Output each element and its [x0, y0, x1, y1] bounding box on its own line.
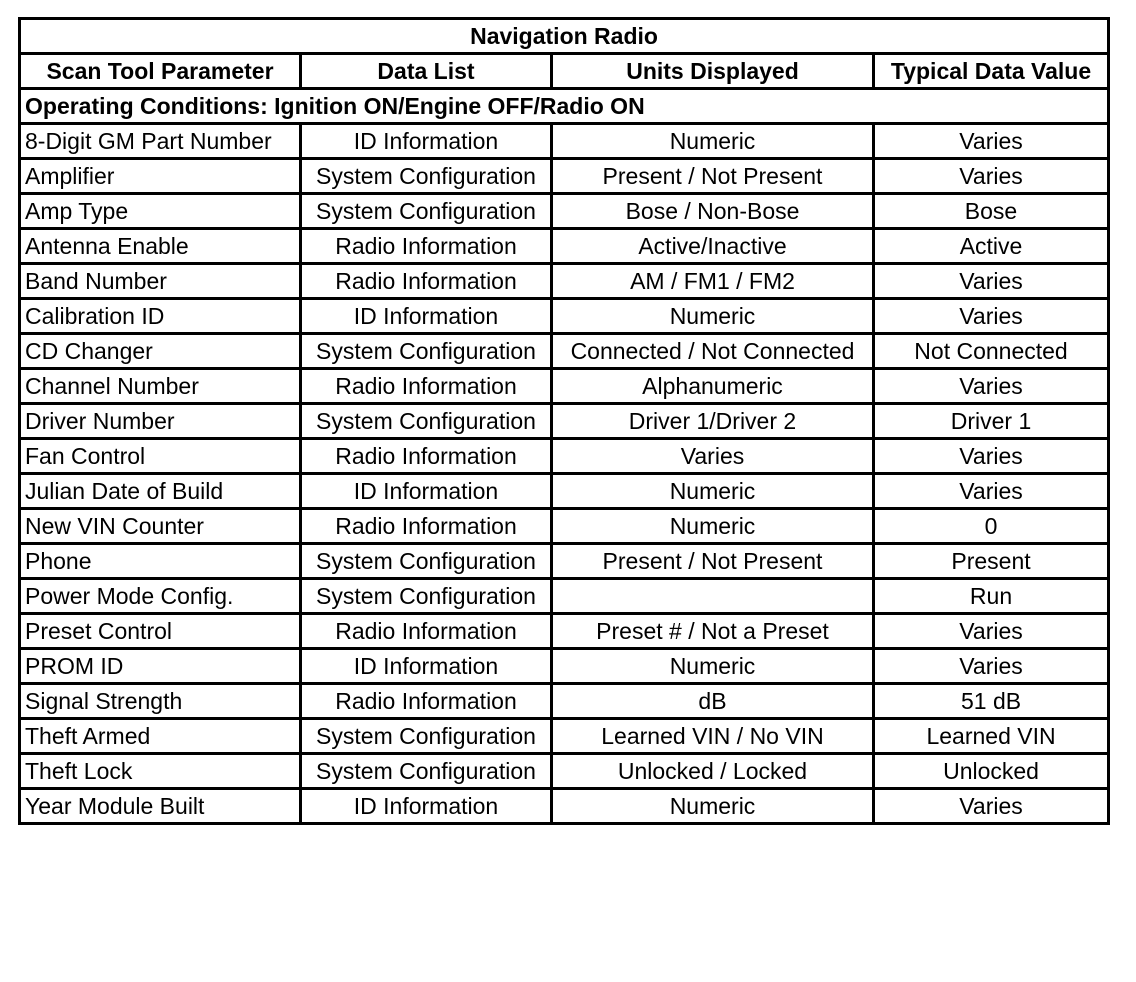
cell-typical-value: Varies — [874, 159, 1109, 194]
cell-typical-value: Varies — [874, 649, 1109, 684]
cell-typical-value: 51 dB — [874, 684, 1109, 719]
cell-units: Active/Inactive — [552, 229, 874, 264]
table-row — [20, 194, 1109, 229]
table-row — [20, 299, 1109, 334]
cell-typical-value: Bose — [874, 194, 1109, 229]
cell-data-list: System Configuration — [301, 159, 552, 194]
cell-units: Numeric — [552, 789, 874, 824]
cell-data-list: Radio Information — [301, 439, 552, 474]
cell-typical-value: Unlocked — [874, 754, 1109, 789]
cell-parameter: Theft Armed — [20, 719, 301, 754]
cell-data-list: Radio Information — [301, 509, 552, 544]
cell-units: Bose / Non-Bose — [552, 194, 874, 229]
cell-typical-value: Learned VIN — [874, 719, 1109, 754]
title-row — [20, 19, 1109, 54]
cell-parameter: CD Changer — [20, 334, 301, 369]
cell-typical-value: Varies — [874, 369, 1109, 404]
cell-typical-value: Present — [874, 544, 1109, 579]
table-row — [20, 334, 1109, 369]
cell-units: Numeric — [552, 649, 874, 684]
table-row — [20, 614, 1109, 649]
cell-parameter: Amp Type — [20, 194, 301, 229]
cell-data-list: ID Information — [301, 474, 552, 509]
cell-data-list: ID Information — [301, 789, 552, 824]
table-row — [20, 229, 1109, 264]
cell-parameter: Phone — [20, 544, 301, 579]
table-row — [20, 544, 1109, 579]
table-row — [20, 719, 1109, 754]
cell-units: Numeric — [552, 474, 874, 509]
cell-data-list: ID Information — [301, 299, 552, 334]
table-row — [20, 404, 1109, 439]
cell-parameter: PROM ID — [20, 649, 301, 684]
cell-parameter: Signal Strength — [20, 684, 301, 719]
cell-parameter: Power Mode Config. — [20, 579, 301, 614]
cell-typical-value: Not Connected — [874, 334, 1109, 369]
cell-typical-value: Varies — [874, 439, 1109, 474]
cell-typical-value: Varies — [874, 124, 1109, 159]
table-row — [20, 684, 1109, 719]
cell-units: Present / Not Present — [552, 159, 874, 194]
cell-units: Connected / Not Connected — [552, 334, 874, 369]
cell-parameter: Fan Control — [20, 439, 301, 474]
cell-typical-value: 0 — [874, 509, 1109, 544]
cell-units: Alphanumeric — [552, 369, 874, 404]
cell-parameter: Driver Number — [20, 404, 301, 439]
table-row — [20, 124, 1109, 159]
cell-parameter: Year Module Built — [20, 789, 301, 824]
cell-data-list: Radio Information — [301, 229, 552, 264]
table-row — [20, 649, 1109, 684]
cell-data-list: Radio Information — [301, 614, 552, 649]
header-data-list: Data List — [301, 54, 552, 89]
cell-parameter: Channel Number — [20, 369, 301, 404]
cell-typical-value: Varies — [874, 474, 1109, 509]
cell-parameter: Amplifier — [20, 159, 301, 194]
cell-data-list: System Configuration — [301, 194, 552, 229]
cell-units: dB — [552, 684, 874, 719]
cell-typical-value: Varies — [874, 264, 1109, 299]
cell-units: AM / FM1 / FM2 — [552, 264, 874, 299]
cell-units: Numeric — [552, 124, 874, 159]
cell-parameter: 8-Digit GM Part Number — [20, 124, 301, 159]
table-row — [20, 159, 1109, 194]
cell-typical-value: Active — [874, 229, 1109, 264]
operating-conditions: Operating Conditions: Ignition ON/Engine OFF/Radio ON — [20, 89, 1109, 124]
table-row — [20, 754, 1109, 789]
cell-units: Preset # / Not a Preset — [552, 614, 874, 649]
cell-parameter: New VIN Counter — [20, 509, 301, 544]
table-row — [20, 509, 1109, 544]
header-typical-data-value: Typical Data Value — [874, 54, 1109, 89]
cell-data-list: System Configuration — [301, 334, 552, 369]
cell-data-list: System Configuration — [301, 579, 552, 614]
header-units-displayed: Units Displayed — [552, 54, 874, 89]
cell-data-list: ID Information — [301, 649, 552, 684]
cell-data-list: System Configuration — [301, 754, 552, 789]
table-row — [20, 264, 1109, 299]
cell-units — [552, 579, 874, 614]
table-title: Navigation Radio — [20, 19, 1109, 54]
cell-typical-value: Varies — [874, 789, 1109, 824]
cell-units: Learned VIN / No VIN — [552, 719, 874, 754]
table-row — [20, 789, 1109, 824]
header-scan-tool-parameter: Scan Tool Parameter — [20, 54, 301, 89]
cell-data-list: ID Information — [301, 124, 552, 159]
cell-typical-value: Driver 1 — [874, 404, 1109, 439]
table-row — [20, 439, 1109, 474]
cell-units: Numeric — [552, 509, 874, 544]
cell-data-list: System Configuration — [301, 544, 552, 579]
cell-typical-value: Run — [874, 579, 1109, 614]
cell-typical-value: Varies — [874, 299, 1109, 334]
cell-parameter: Calibration ID — [20, 299, 301, 334]
conditions-row — [20, 89, 1109, 124]
table-body — [20, 124, 1109, 824]
cell-data-list: System Configuration — [301, 719, 552, 754]
cell-data-list: Radio Information — [301, 369, 552, 404]
cell-data-list: Radio Information — [301, 684, 552, 719]
cell-parameter: Theft Lock — [20, 754, 301, 789]
cell-units: Unlocked / Locked — [552, 754, 874, 789]
cell-units: Varies — [552, 439, 874, 474]
cell-parameter: Antenna Enable — [20, 229, 301, 264]
cell-typical-value: Varies — [874, 614, 1109, 649]
navigation-radio-table — [18, 17, 1110, 825]
cell-parameter: Preset Control — [20, 614, 301, 649]
cell-parameter: Julian Date of Build — [20, 474, 301, 509]
table-row — [20, 369, 1109, 404]
cell-units: Numeric — [552, 299, 874, 334]
table-row — [20, 579, 1109, 614]
header-row — [20, 54, 1109, 89]
cell-data-list: Radio Information — [301, 264, 552, 299]
cell-units: Present / Not Present — [552, 544, 874, 579]
table-row — [20, 474, 1109, 509]
cell-data-list: System Configuration — [301, 404, 552, 439]
cell-units: Driver 1/Driver 2 — [552, 404, 874, 439]
cell-parameter: Band Number — [20, 264, 301, 299]
